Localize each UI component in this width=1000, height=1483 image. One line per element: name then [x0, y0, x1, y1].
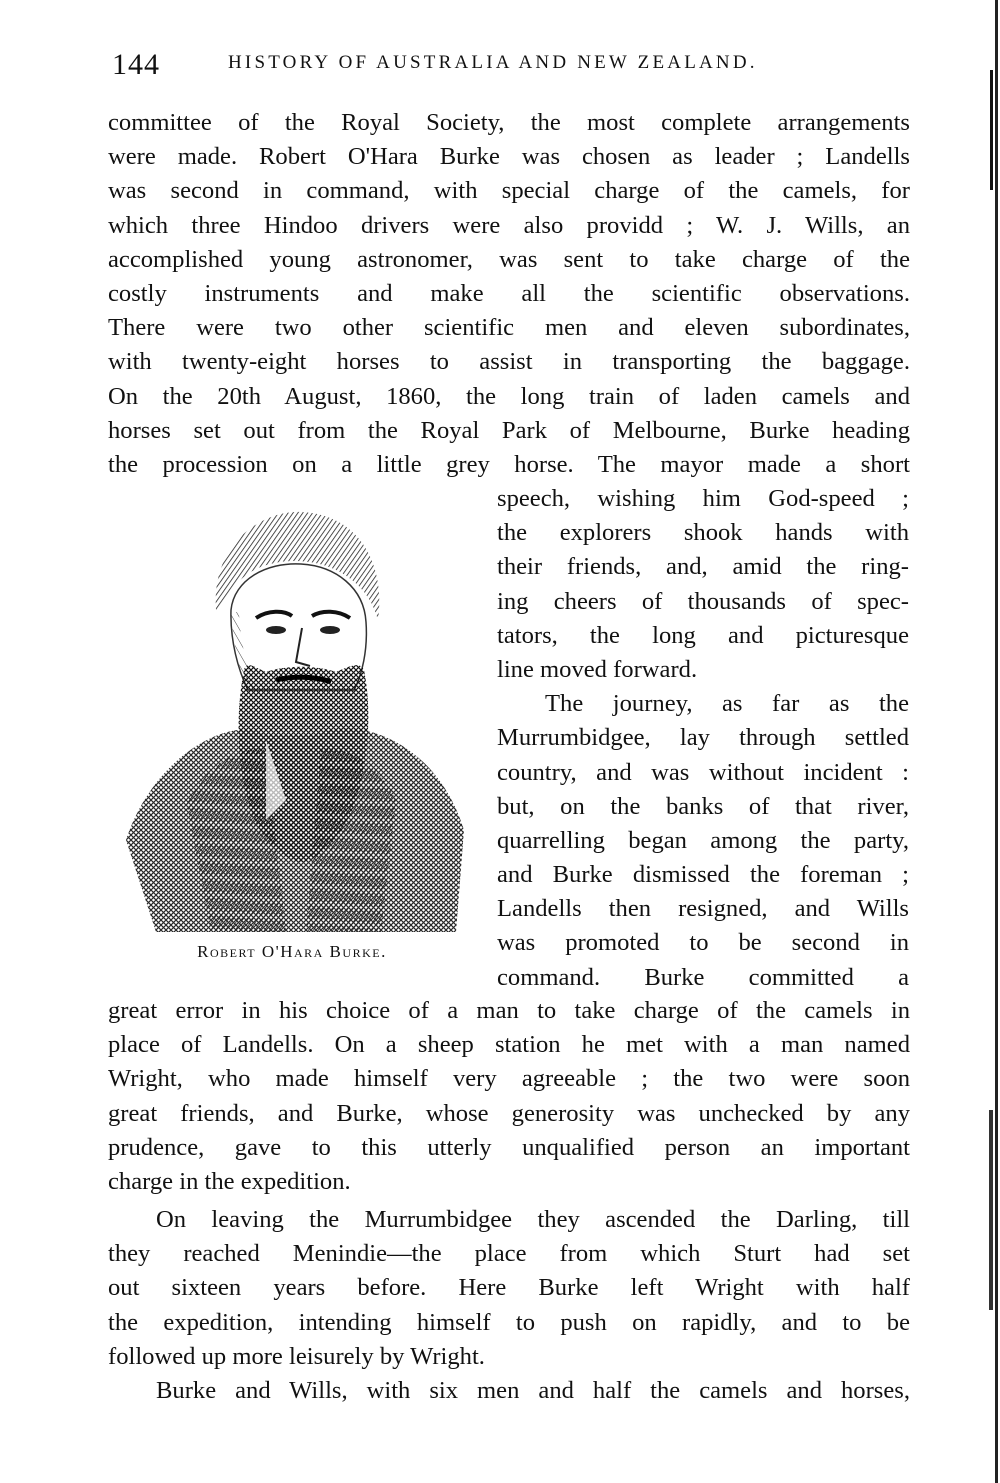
text-line: out sixteen years before. Here Burke left Wright with half [108, 1274, 910, 1302]
text-line: the procession on a little grey horse. The mayor made a short [108, 450, 910, 478]
paragraph-continued [108, 994, 910, 1199]
text-line: There were two other scientific men and eleven subordinates, [108, 314, 910, 342]
text-line: their friends, and, amid the ring- [497, 553, 909, 581]
text-line: and Burke dismissed the foreman ; [497, 861, 909, 889]
text-line: quarrelling began among the party, [497, 826, 909, 854]
text-line: Landells then resigned, and Wills [497, 895, 909, 923]
scan-edge-shadow [986, 0, 1000, 1483]
text-line: great friends, and Burke, whose generosity was unchecked by any [108, 1099, 910, 1127]
page-number: 144 [112, 48, 160, 81]
text-line: committee of the Royal Society, the most complete arrangements [108, 109, 910, 136]
text-line: was second in command, with special charge of the camels, for [108, 177, 910, 205]
figure-caption: Robert O'Hara Burke. [197, 942, 387, 961]
text-line: place of Landells. On a sheep station he met with a man named [108, 1031, 910, 1059]
text-line: line moved forward. [497, 655, 698, 683]
text-line: prudence, gave to this utterly unqualified person an important [108, 1133, 910, 1161]
text-line: they reached Menindie—the place from which Sturt had set [108, 1240, 910, 1268]
text-line: charge in the expedition. [108, 1167, 351, 1195]
text-line: horses set out from the Royal Park of Melbourne, Burke heading [108, 416, 910, 444]
text-line: the explorers shook hands with [497, 519, 909, 547]
text-line: the expedition, intending himself to push on rapidly, and to be [108, 1308, 910, 1336]
portrait-figure [116, 500, 468, 932]
text-line: Burke and Wills, with six men and half the camels and horses, [156, 1377, 910, 1404]
text-line: ing cheers of thousands of spec- [497, 587, 909, 615]
text-line: Murrumbidgee, lay through settled [497, 724, 909, 752]
text-line: great error in his choice of a man to take charge of the camels in [108, 997, 910, 1024]
running-title: HISTORY OF AUSTRALIA AND NEW ZEALAND. [228, 52, 758, 73]
text-line: On leaving the Murrumbidgee they ascended the Darling, till [156, 1206, 910, 1233]
text-line: command. Burke committed a [497, 963, 909, 991]
text-line: was promoted to be second in [497, 929, 909, 957]
paragraph-right-column [497, 482, 909, 995]
paragraph-opening [108, 106, 910, 482]
text-line: country, and was without incident : [497, 758, 909, 786]
running-head [112, 44, 912, 84]
text-line: On the 20th August, 1860, the long train of laden camels and [108, 382, 910, 410]
text-line: speech, wishing him God-speed ; [497, 485, 909, 512]
text-line: which three Hindoo drivers were also providd ; W. J. Wills, an [108, 211, 910, 239]
text-line: costly instruments and make all the scientific observations. [108, 279, 910, 307]
text-line: followed up more leisurely by Wright. [108, 1342, 485, 1370]
paragraph-burke-wills [108, 1374, 910, 1408]
engraved-portrait-icon [116, 500, 468, 932]
text-line: accomplished young astronomer, was sent to take charge of the [108, 245, 910, 273]
text-line: tators, the long and picturesque [497, 621, 909, 649]
paragraph-darling [108, 1203, 910, 1374]
text-line: The journey, as far as the [545, 690, 909, 718]
text-line: with twenty-eight horses to assist in transporting the baggage. [108, 348, 910, 376]
text-line: but, on the banks of that river, [497, 792, 909, 820]
text-line: Wright, who made himself very agreeable ; the two were soon [108, 1065, 910, 1093]
text-line: were made. Robert O'Hara Burke was chosen as leader ; Landells [108, 143, 910, 171]
